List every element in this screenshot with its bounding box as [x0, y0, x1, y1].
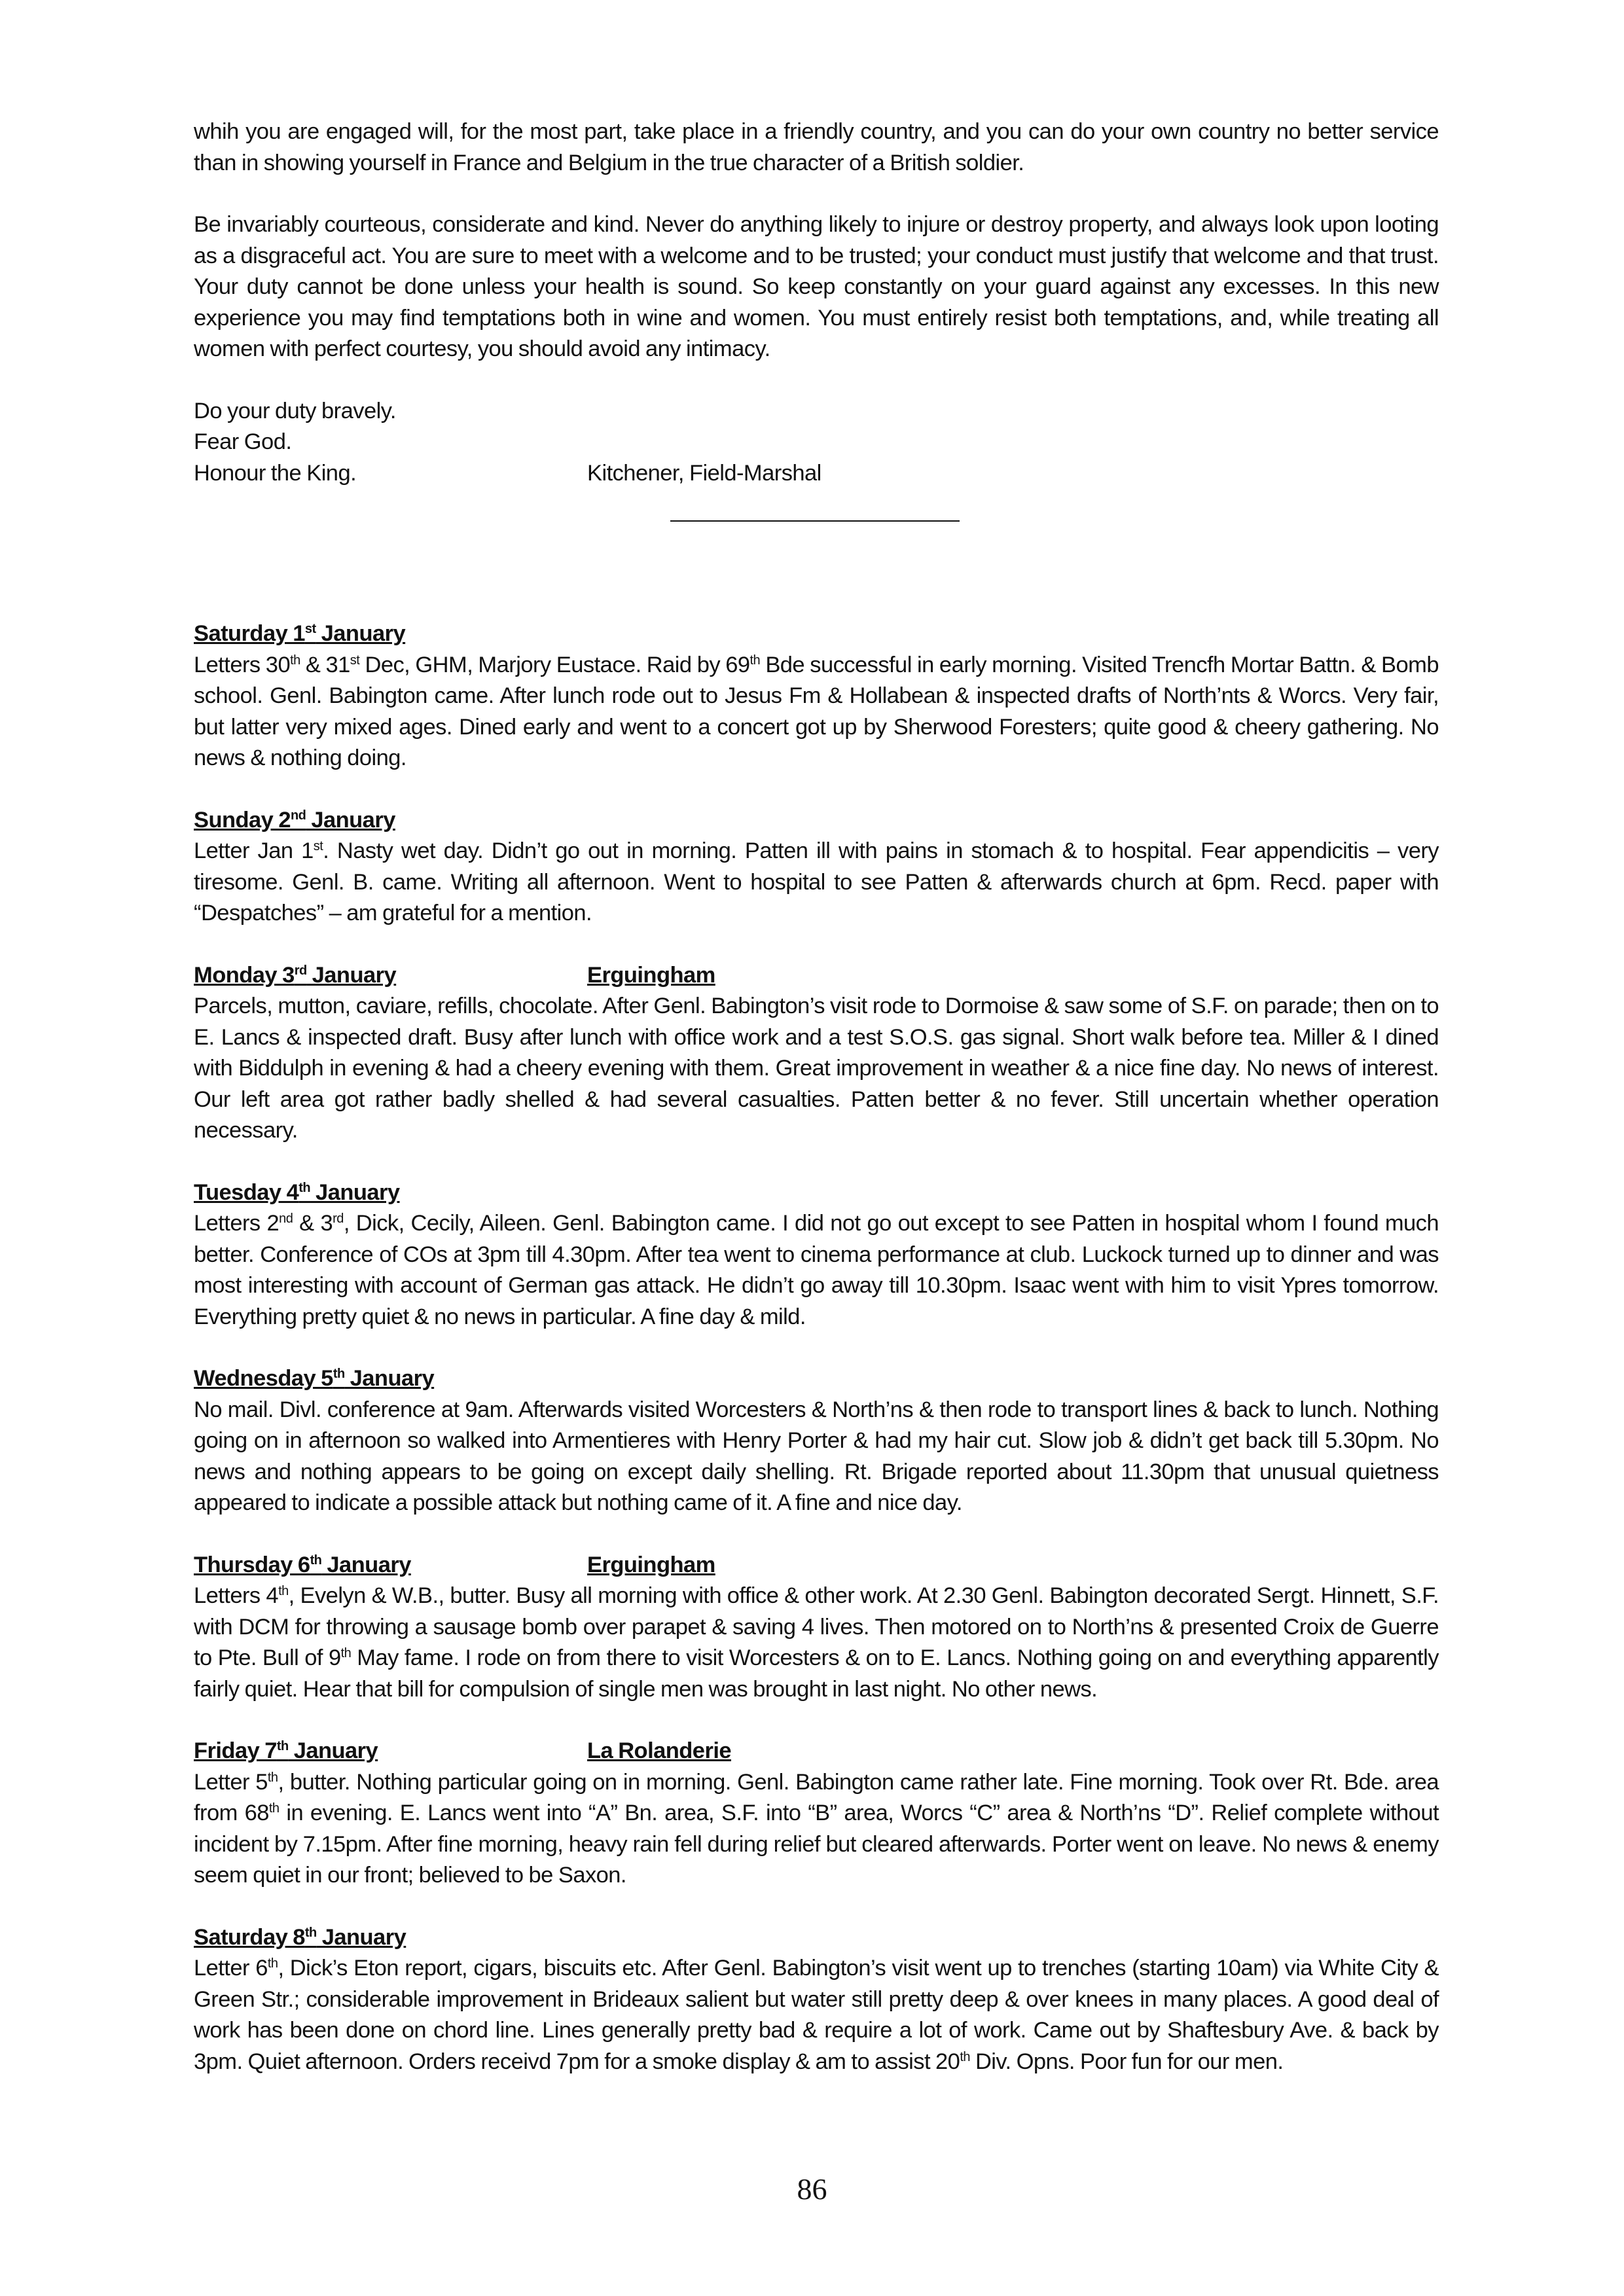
entry-text: , Dick’s Eton report, cigars, biscuits etc. After Genl. Babington’s visit went up to trenches (starting 10am) via White City & Green Str.; considerable improvement in Brideaux salient but water still pretty deep & over knees in many places. A good deal of work has been done on chord line. Lines generally pretty bad & require a lot of work. Came out by Shaftesbury Ave. & back by 3pm. Quiet afternoon. Orders receivd 7pm for a smoke display & am to assist 20: [194, 1956, 1439, 2074]
entry-body: [194, 991, 1439, 1147]
intro-paragraph: Be invariably courteous, considerate and kind. Never do anything likely to injure or destroy property, and always look upon looting as a disgraceful act. You are sure to meet with a welcome and to be trusted; your conduct must justify that welcome and that trust. Your duty cannot be done unless your health is sound. So keep constantly on your guard against any excesses. In this new experience you may find temptations both in wine and women. You must entirely resist both temptations, and, while treating all women with perfect courtesy, you should avoid any intimacy.: [194, 212, 1439, 361]
entry-date-month: January: [321, 1552, 411, 1577]
ordinal-suffix: st: [350, 653, 360, 668]
closing-line: Do your duty bravely.: [194, 398, 396, 423]
ordinal-suffix: th: [268, 1801, 280, 1816]
entry-date-suffix: th: [310, 1552, 322, 1568]
entry-body: [194, 836, 1439, 929]
entry-text: , Evelyn & W.B., butter. Busy all morning with office & other work. At 2.30 Genl. Babington decorated Sergt. Hinnett, S.F. with DCM for throwing a sausage bomb over parapet & saving 4 lives. Then motored on to North’ns & presented Croix de Guerre to Pte. Bull of 9: [194, 1583, 1439, 1670]
entry-body: [194, 1581, 1439, 1705]
entry-heading: [194, 1736, 1439, 1767]
entry-text: May fame. I rode on from there to visit Worcesters & on to E. Lancs. Nothing going on and everything apparently fairly quiet. Hear that bill for compulsion of single men was brought in last night. No other news.: [194, 1645, 1439, 1702]
entry-text: , butter. Nothing particular going on in morning. Genl. Babington came rather late. Fine morning. Took over Rt. Bde. area from 68: [194, 1769, 1439, 1825]
closing-line: Honour the King.: [194, 460, 357, 486]
entry-date: [194, 621, 405, 646]
entry-body: [194, 1395, 1439, 1519]
closing-line: Fear God.: [194, 429, 292, 454]
entry-date-text: Saturday 8: [194, 1924, 305, 1950]
entry-date-suffix: th: [298, 1180, 311, 1195]
closing-block: [194, 396, 1439, 490]
entry-text: Letter Jan 1: [194, 838, 314, 863]
entry-date-text: Thursday 6: [194, 1552, 310, 1577]
entry-body: [194, 1767, 1439, 1892]
entry-date-text: Sunday 2: [194, 807, 291, 833]
entry-date-month: January: [316, 1924, 406, 1950]
entry-date: [194, 963, 396, 988]
entry-date-month: January: [316, 621, 406, 646]
entry-location: Erguingham: [587, 962, 715, 988]
entry-date: [194, 808, 395, 833]
entry-date-suffix: th: [304, 1925, 317, 1940]
ordinal-suffix: th: [278, 1584, 289, 1598]
entry-date-suffix: th: [276, 1739, 289, 1753]
entry-date-text: Tuesday 4: [194, 1179, 299, 1205]
ordinal-suffix: rd: [333, 1211, 344, 1226]
entry-date-month: January: [310, 1179, 400, 1205]
ordinal-suffix: nd: [279, 1211, 293, 1226]
entry-text: in evening. E. Lancs went into “A” Bn. area, S.F. into “B” area, Worcs “C” area & North’ns “D”. Relief complete without incident by 7.15pm. After fine morning, heavy rain fell during relief but cleared afterwards. Porter went on leave. No news & enemy seem quiet in our front; believed to be Saxon.: [194, 1801, 1439, 1888]
entry-date-month: January: [344, 1366, 435, 1391]
entry-text: Letters 30: [194, 652, 291, 677]
ordinal-suffix: th: [267, 1770, 278, 1785]
entry-location: Erguingham: [587, 1552, 715, 1577]
entry-date-suffix: st: [304, 622, 316, 636]
entry-heading: [194, 1177, 1439, 1209]
entry-body: [194, 1208, 1439, 1333]
entry-heading: [194, 1922, 1439, 1954]
entry-text: Letter 6: [194, 1956, 268, 1981]
entry-text: Dec, GHM, Marjory Eustace. Raid by 69: [359, 652, 750, 677]
entry-text: & 3: [293, 1211, 333, 1236]
entry-date-suffix: nd: [290, 808, 306, 823]
entry-date-text: Saturday 1: [194, 621, 305, 646]
document-page: [194, 117, 1439, 2077]
entry-text: & 31: [300, 652, 350, 677]
entry-text: Letter 5: [194, 1769, 268, 1795]
entry-location: La Rolanderie: [587, 1738, 731, 1763]
ordinal-suffix: th: [290, 653, 300, 668]
entry-heading: [194, 960, 1439, 992]
entry-text: Div. Opns. Poor fun for our men.: [969, 2049, 1284, 2074]
diary-entry: [194, 805, 1439, 929]
entry-heading: [194, 1550, 1439, 1581]
diary-entries: [194, 619, 1439, 2077]
diary-entry: [194, 960, 1439, 1147]
entry-body: [194, 1953, 1439, 2077]
entry-date-text: Wednesday 5: [194, 1366, 333, 1391]
entry-date-suffix: th: [333, 1367, 345, 1381]
entry-text: . Nasty wet day. Didn’t go out in morning. Patten ill with pains in stomach & to hospital. Fear appendicitis – very tiresome. Genl. B. came. Writing all afternoon. Went to hospital to see Patten & afterwards church at 6pm. Recd. paper with “Despatches” – am grateful for a mention.: [194, 838, 1439, 925]
ordinal-suffix: th: [267, 1956, 278, 1971]
entry-date-month: January: [306, 807, 395, 833]
entry-text: , Dick, Cecily, Aileen. Genl. Babington came. I did not go out except to see Patten in hospital whom I found much better. Conference of COs at 3pm till 4.30pm. After tea went to cinema performance at club. Luckock turned up to dinner and was most interesting with account of German gas attack. He didn’t go away till 10.30pm. Isaac went with him to visit Ypres tomorrow. Everything pretty quiet & no news in particular. A fine day & mild.: [194, 1211, 1439, 1329]
entry-text: Parcels, mutton, caviare, refills, chocolate. After Genl. Babington’s visit rode to Dormoise & saw some of S.F. on parade; then on to E. Lancs & inspected draft. Busy after lunch with office work and a test S.O.S. gas signal. Short walk before tea. Miller & I dined with Biddulph in evening & had a cheery evening with them. Great improvement in weather & a nice fine day. No news of interest. Our left area got rather badly shelled & had several casualties. Patten better & no fever. Still uncertain whether operation necessary.: [194, 994, 1439, 1143]
entry-body: [194, 650, 1439, 774]
entry-date-month: January: [288, 1738, 378, 1763]
entry-date: [194, 1738, 378, 1763]
section-divider: [670, 520, 960, 522]
ordinal-suffix: th: [340, 1646, 352, 1660]
diary-entry: [194, 1922, 1439, 2078]
entry-text: Letters 2: [194, 1211, 280, 1236]
ordinal-suffix: th: [749, 653, 761, 668]
entry-date-month: January: [306, 962, 397, 988]
entry-text: Bde successful in early morning. Visited Trencfh Mortar Battn. & Bomb school. Genl. Babington came. After lunch rode out to Jesus Fm & Hollabean & inspected drafts of North’nts & Worcs. Very fair, but latter very mixed ages. Dined early and went to a concert got up by Sherwood Foresters; quite good & cheery gathering. No news & nothing doing.: [194, 652, 1439, 770]
entry-heading: [194, 1363, 1439, 1395]
diary-entry: [194, 1550, 1439, 1706]
page-number: 86: [797, 2172, 827, 2206]
entry-date: [194, 1366, 434, 1391]
diary-entry: [194, 1736, 1439, 1892]
entry-date-text: Friday 7: [194, 1738, 277, 1763]
entry-date-suffix: rd: [294, 963, 307, 978]
entry-heading: [194, 805, 1439, 836]
entry-date-text: Monday 3: [194, 962, 295, 988]
entry-date: [194, 1925, 406, 1950]
entry-date: [194, 1180, 400, 1205]
ordinal-suffix: th: [960, 2049, 970, 2064]
signature: Kitchener, Field-Marshal: [587, 460, 821, 486]
entry-text: No mail. Divl. conference at 9am. Afterwards visited Worcesters & North’ns & then rode to transport lines & back to lunch. Nothing going on in afternoon so walked into Armentieres with Henry Porter & had my hair cut. Slow job & didn’t get back till 5.30pm. No news and nothing appears to be going on except daily shelling. Rt. Brigade reported about 11.30pm that unusual quietness appeared to indicate a possible attack but nothing came of it. A fine and nice day.: [194, 1397, 1439, 1515]
entry-date: [194, 1552, 411, 1577]
diary-entry: [194, 1177, 1439, 1333]
entry-text: Letters 4: [194, 1583, 279, 1608]
entry-heading: [194, 619, 1439, 650]
diary-entry: [194, 1363, 1439, 1519]
intro-paragraph: whih you are engaged will, for the most part, take place in a friendly country, and you can do your own country no better service than in showing yourself in France and Belgium in the true character of a British soldier.: [194, 119, 1439, 175]
diary-entry: [194, 619, 1439, 774]
ordinal-suffix: st: [313, 839, 323, 853]
